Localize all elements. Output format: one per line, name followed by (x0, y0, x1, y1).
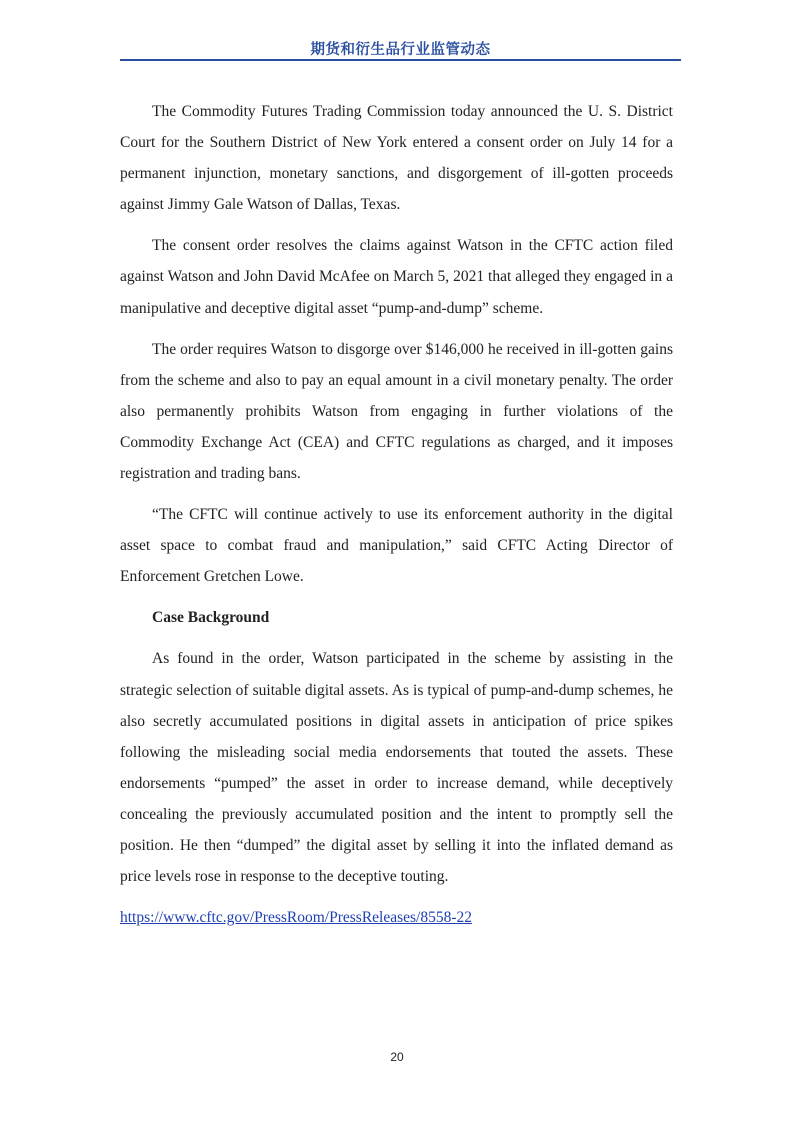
paragraph-quote: “The CFTC will continue actively to use its enforcement authority in the digital asset space to combat fraud and manipulation,” said CFTC Acting Director of Enforcement Gretchen Lowe. (120, 506, 673, 586)
paragraph-announcement: The Commodity Futures Trading Commission today announced the U. S. District Court for the Southern District of New York entered a consent order on July 14 for a permanent injunction, monetary sanctions, and disgorgement of ill-gotten proceeds against Jimmy Gale Watson of Dallas, Texas. (120, 103, 673, 214)
paragraph-case-background: As found in the order, Watson participated in the scheme by assisting in the strategic selection of suitable digital assets. As is typical of pump-and-dump schemes, he also secretly accumulated positions in digital assets in anticipation of price spikes following the misleading social media endorsements that touted the assets. These endorsements “pumped” the asset in order to increase demand, while deceptively concealing the previously accumulated position and the intent to promptly sell the position. He then “dumped” the digital asset by selling it into the inflated demand as price levels rose in response to the deceptive touting. (120, 650, 673, 886)
source-link[interactable]: https://www.cftc.gov/PressRoom/PressReleases/8558-22 (120, 909, 473, 927)
header-divider (120, 59, 681, 61)
section-heading: Case Background (152, 609, 270, 627)
page-number: 20 (390, 1050, 404, 1064)
paragraph-consent-order: The consent order resolves the claims against Watson in the CFTC action filed against Watson and John David McAfee on March 5, 2021 that alleged they engaged in a manipulative and deceptive digital asset “pump-and-dump” scheme. (120, 237, 673, 317)
article-body (120, 96, 673, 933)
paragraph-order-requirements: The order requires Watson to disgorge over $146,000 he received in ill-gotten gains from the scheme and also to pay an equal amount in a civil monetary penalty. The order also permanently prohibits Watson from engaging in further violations of the Commodity Exchange Act (CEA) and CFTC regulations as charged, and it imposes registration and trading bans. (120, 340, 673, 483)
header-title: 期货和衍生品行业监管动态 (310, 42, 491, 58)
